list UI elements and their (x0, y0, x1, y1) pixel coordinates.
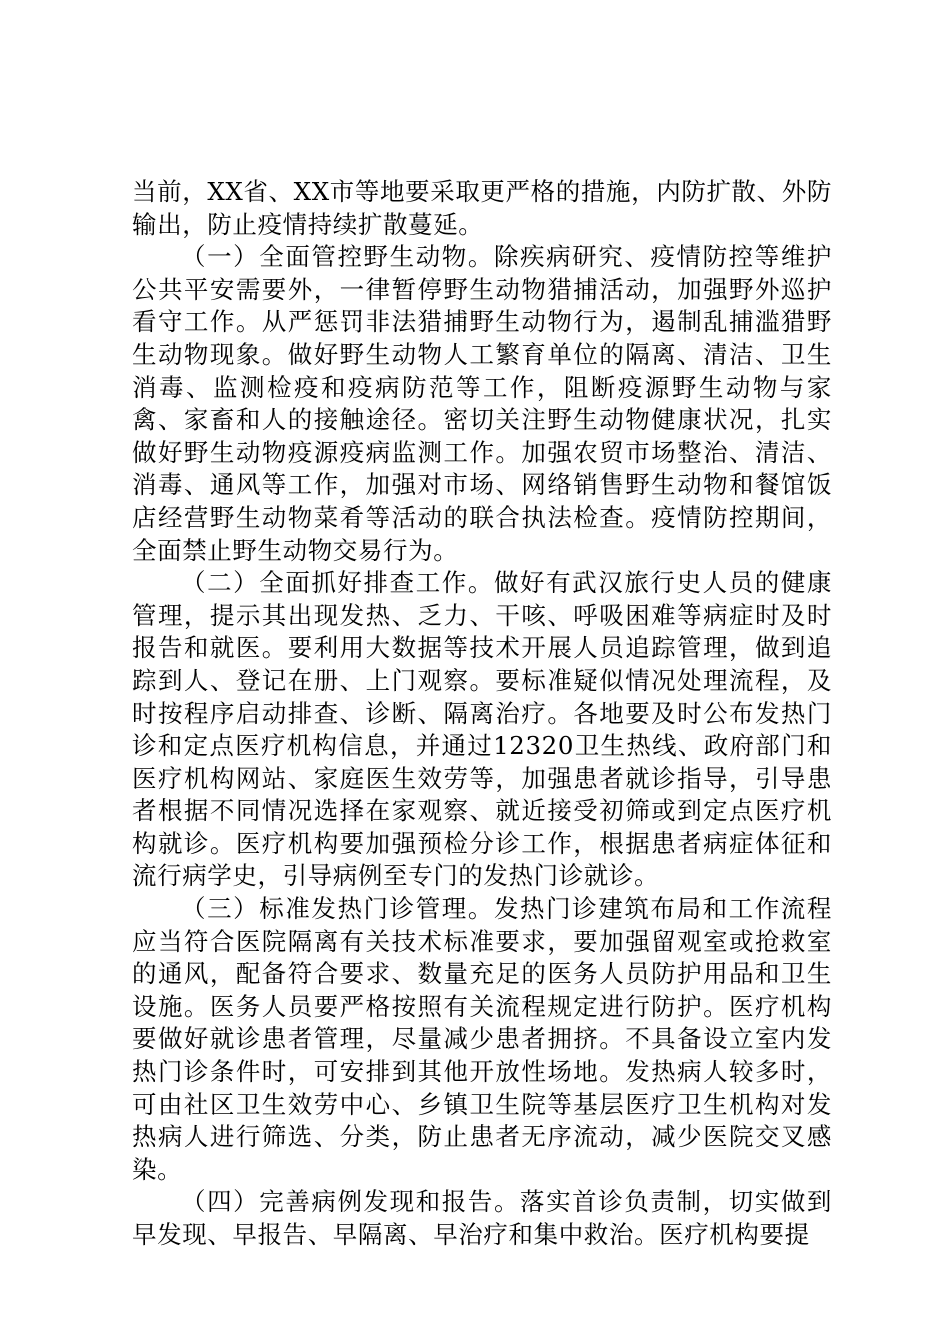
paragraph-wildlife-control: （一）全面管控野生动物。除疾病研究、疫情防控等维护公共平安需要外，一律暂停野生动物猎捕活动，加强野外巡护看守工作。从严惩罚非法猎捕野生动物行为，遏制乱捕滥猎野生动物现象。做好野生动物人工繁育单位的隔离、清洁、卫生消毒、监测检疫和疫病防范等工作，阻断疫源野生动物与家禽、家畜和人的接触途径。密切关注野生动物健康状况，扎实做好野生动物疫源疫病监测工作。加强农贸市场整治、清洁、消毒、通风等工作，加强对市场、网络销售野生动物和餐馆饭店经营野生动物菜肴等活动的联合执法检查。疫情防控期间，全面禁止野生动物交易行为。 (132, 242, 832, 565)
document-body (132, 176, 832, 1252)
paragraph-fever-clinic: （三）标准发热门诊管理。发热门诊建筑布局和工作流程应当符合医院隔离有关技术标准要求，要加强留观室或抢救室的通风，配备符合要求、数量充足的医务人员防护用品和卫生设施。医务人员要严格按照有关流程规定进行防护。医疗机构要做好就诊患者管理，尽量减少患者拥挤。不具备设立室内发热门诊条件时，可安排到其他开放性场地。发热病人较多时，可由社区卫生效劳中心、乡镇卫生院等基层医疗卫生机构对发热病人进行筛选、分类，防止患者无序流动，减少医院交叉感染。 (132, 894, 832, 1184)
paragraph-intro: 当前，XX省、XX市等地要采取更严格的措施，内防扩散、外防输出，防止疫情持续扩散蔓延。 (132, 177, 832, 239)
paragraph-screening: （二）全面抓好排查工作。做好有武汉旅行史人员的健康管理，提示其出现发热、乏力、干咳、呼吸困难等病症时及时报告和就医。要利用大数据等技术开展人员追踪管理，做到追踪到人、登记在册、上门观察。要标准疑似情况处理流程，及时按程序启动排查、诊断、隔离治疗。各地要及时公布发热门诊和定点医疗机构信息，并通过12320卫生热线、政府部门和医疗机构网站、家庭医生效劳等，加强患者就诊指导，引导患者根据不同情况选择在家观察、就近接受初筛或到定点医疗机构就诊。医疗机构要加强预检分诊工作，根据患者病症体征和流行病学史，引导病例至专门的发热门诊就诊。 (132, 568, 832, 891)
paragraph-case-reporting: （四）完善病例发现和报告。落实首诊负责制，切实做到早发现、早报告、早隔离、早治疗和集中救治。医疗机构要提 (132, 1187, 832, 1249)
